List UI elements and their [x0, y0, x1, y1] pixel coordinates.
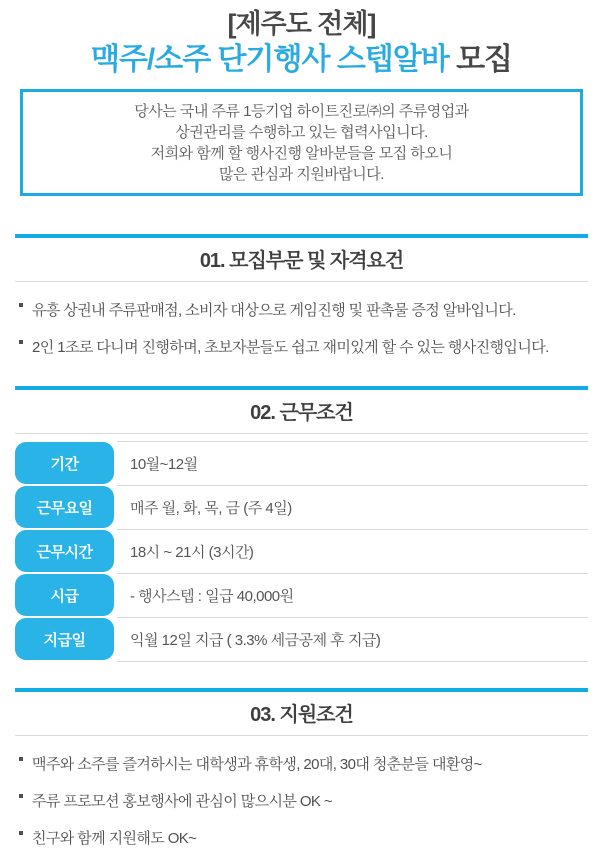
section-01-title: 01. 모집부문 및 자격요건 — [199, 250, 404, 272]
bullet-text: 유흥 상권내 주류판매점, 소비자 대상으로 게임진행 및 판촉물 증정 알바입니다. — [32, 302, 516, 319]
table-row — [15, 529, 588, 573]
section-03-title: 03. 지원조건 — [250, 704, 353, 726]
row-value-workhours: 18시 ~ 21시 (3시간) — [117, 529, 588, 573]
table-row — [15, 485, 588, 529]
bullet-text: 주류 프로모션 홍보행사에 관심이 많으시분 OK ~ — [32, 793, 333, 810]
row-value-workdays: 매주 월, 화, 목, 금 (주 4일) — [117, 485, 588, 529]
bullet-item — [19, 336, 588, 357]
intro-line: 당사는 국내 주류 1등기업 하이트진로㈜의 주류영업과 — [134, 103, 469, 120]
section-01-header — [15, 234, 588, 282]
table-row — [15, 617, 588, 661]
row-label-wage: 시급 — [15, 574, 114, 616]
row-value-payday: 익월 12일 지급 ( 3.3% 세금공제 후 지급) — [117, 617, 588, 661]
section-recruitment-requirements — [15, 234, 588, 357]
bullet-square-icon — [19, 757, 23, 761]
row-value-period: 10월~12월 — [117, 441, 588, 485]
work-conditions-table — [15, 441, 588, 662]
bullet-square-icon — [19, 794, 23, 798]
section-03-bullet-list — [15, 736, 588, 848]
company-intro-box — [20, 89, 583, 196]
table-bottom-divider — [117, 661, 588, 662]
table-row — [15, 441, 588, 485]
row-value-wage: - 행사스텝 : 일급 40,000원 — [117, 573, 588, 617]
bullet-item — [19, 753, 588, 774]
title-block — [0, 0, 603, 78]
bullet-item — [19, 299, 588, 320]
section-application-conditions — [15, 688, 588, 848]
bullet-square-icon — [19, 303, 23, 307]
section-work-conditions — [15, 386, 588, 662]
page-title-suffix: 모집 — [448, 43, 513, 76]
bullet-text: 친구와 함께 지원해도 OK~ — [32, 830, 197, 847]
section-03-header — [15, 688, 588, 736]
page-title-region: [제주도 전체] — [227, 9, 376, 39]
bullet-item — [19, 827, 588, 848]
page-title-main — [0, 41, 603, 78]
bullet-item — [19, 790, 588, 811]
bullet-square-icon — [19, 340, 23, 344]
row-label-payday: 지급일 — [15, 618, 114, 660]
bullet-text: 맥주와 소주를 즐겨하시는 대학생과 휴학생, 20대, 30대 청춘분들 대환영~ — [32, 756, 482, 773]
row-label-workdays: 근무요일 — [15, 486, 114, 528]
bullet-square-icon — [19, 831, 23, 835]
row-label-workhours: 근무시간 — [15, 530, 114, 572]
table-row — [15, 573, 588, 617]
section-01-bullet-list — [15, 282, 588, 357]
row-label-period: 기간 — [15, 442, 114, 484]
intro-line: 많은 관심과 지원바랍니다. — [219, 166, 384, 183]
page-title-highlight: 맥주/소주 단기행사 스텝알바 — [90, 43, 449, 76]
intro-line: 저희와 함께 할 행사진행 알바분들을 모집 하오니 — [150, 145, 453, 162]
section-02-header — [15, 386, 588, 434]
section-02-title: 02. 근무조건 — [250, 402, 353, 424]
intro-line: 상권관리를 수행하고 있는 협력사입니다. — [175, 124, 428, 141]
bullet-text: 2인 1조로 다니며 진행하며, 초보자분들도 쉽고 재미있게 할 수 있는 행사진행입니다. — [32, 339, 549, 356]
